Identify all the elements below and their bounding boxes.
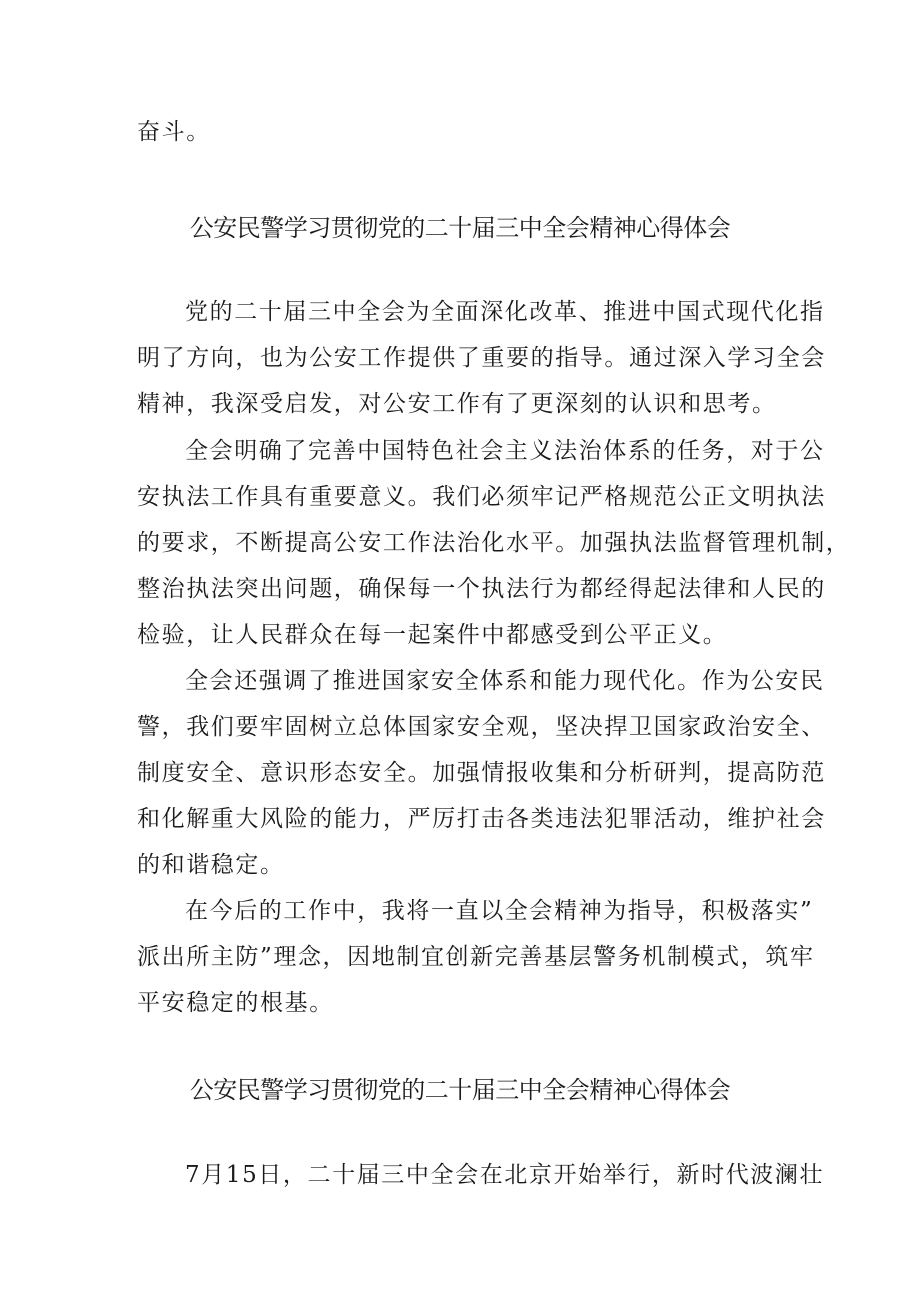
- paragraph-line: 全会还强调了推进国家安全体系和能力现代化。作为公安民: [185, 668, 825, 694]
- paragraph-line: 警，我们要牢固树立总体国家安全观，坚决捍卫国家政治安全、: [137, 714, 826, 740]
- paragraph-line: 检验，让人民群众在每一起案件中都感受到公平正义。: [137, 622, 728, 648]
- paragraph-line: 精神，我深受启发，对公安工作有了更深刻的认识和思考。: [137, 391, 777, 417]
- paragraph-line: 平安稳定的根基。: [137, 990, 334, 1016]
- paragraph-line: 全会明确了完善中国特色社会主义法治体系的任务，对于公: [185, 438, 825, 464]
- paragraph-line: 安执法工作具有重要意义。我们必须牢记严格规范公正文明执法: [137, 484, 826, 510]
- article-title: 公安民警学习贯彻党的二十届三中全会精神心得体会: [189, 1076, 731, 1104]
- continued-text-fragment: 奋斗。: [137, 119, 211, 145]
- paragraph-line: 7月15日，二十届三中全会在北京开始举行，新时代波澜壮: [185, 1162, 825, 1188]
- paragraph-line: 的要求，不断提高公安工作法治化水平。加强执法监督管理机制，: [137, 530, 851, 556]
- paragraph-line: 党的二十届三中全会为全面深化改革、推进中国式现代化指: [185, 299, 825, 325]
- paragraph-line: 制度安全、意识形态安全。加强情报收集和分析研判，提高防范: [137, 760, 826, 786]
- article-title: 公安民警学习贯彻党的二十届三中全会精神心得体会: [189, 214, 731, 242]
- paragraph-line: 和化解重大风险的能力，严厉打击各类违法犯罪活动，维护社会: [137, 806, 826, 832]
- paragraph-line: 的和谐稳定。: [137, 852, 285, 878]
- paragraph-line: 在今后的工作中，我将一直以全会精神为指导，积极落实”: [185, 898, 814, 924]
- paragraph-line: 整治执法突出问题，确保每一个执法行为都经得起法律和人民的: [137, 576, 826, 602]
- paragraph-line: 明了方向，也为公安工作提供了重要的指导。通过深入学习全会: [137, 345, 826, 371]
- paragraph-line: 派出所主防”理念，因地制宜创新完善基层警务机制模式，筑牢: [137, 944, 815, 970]
